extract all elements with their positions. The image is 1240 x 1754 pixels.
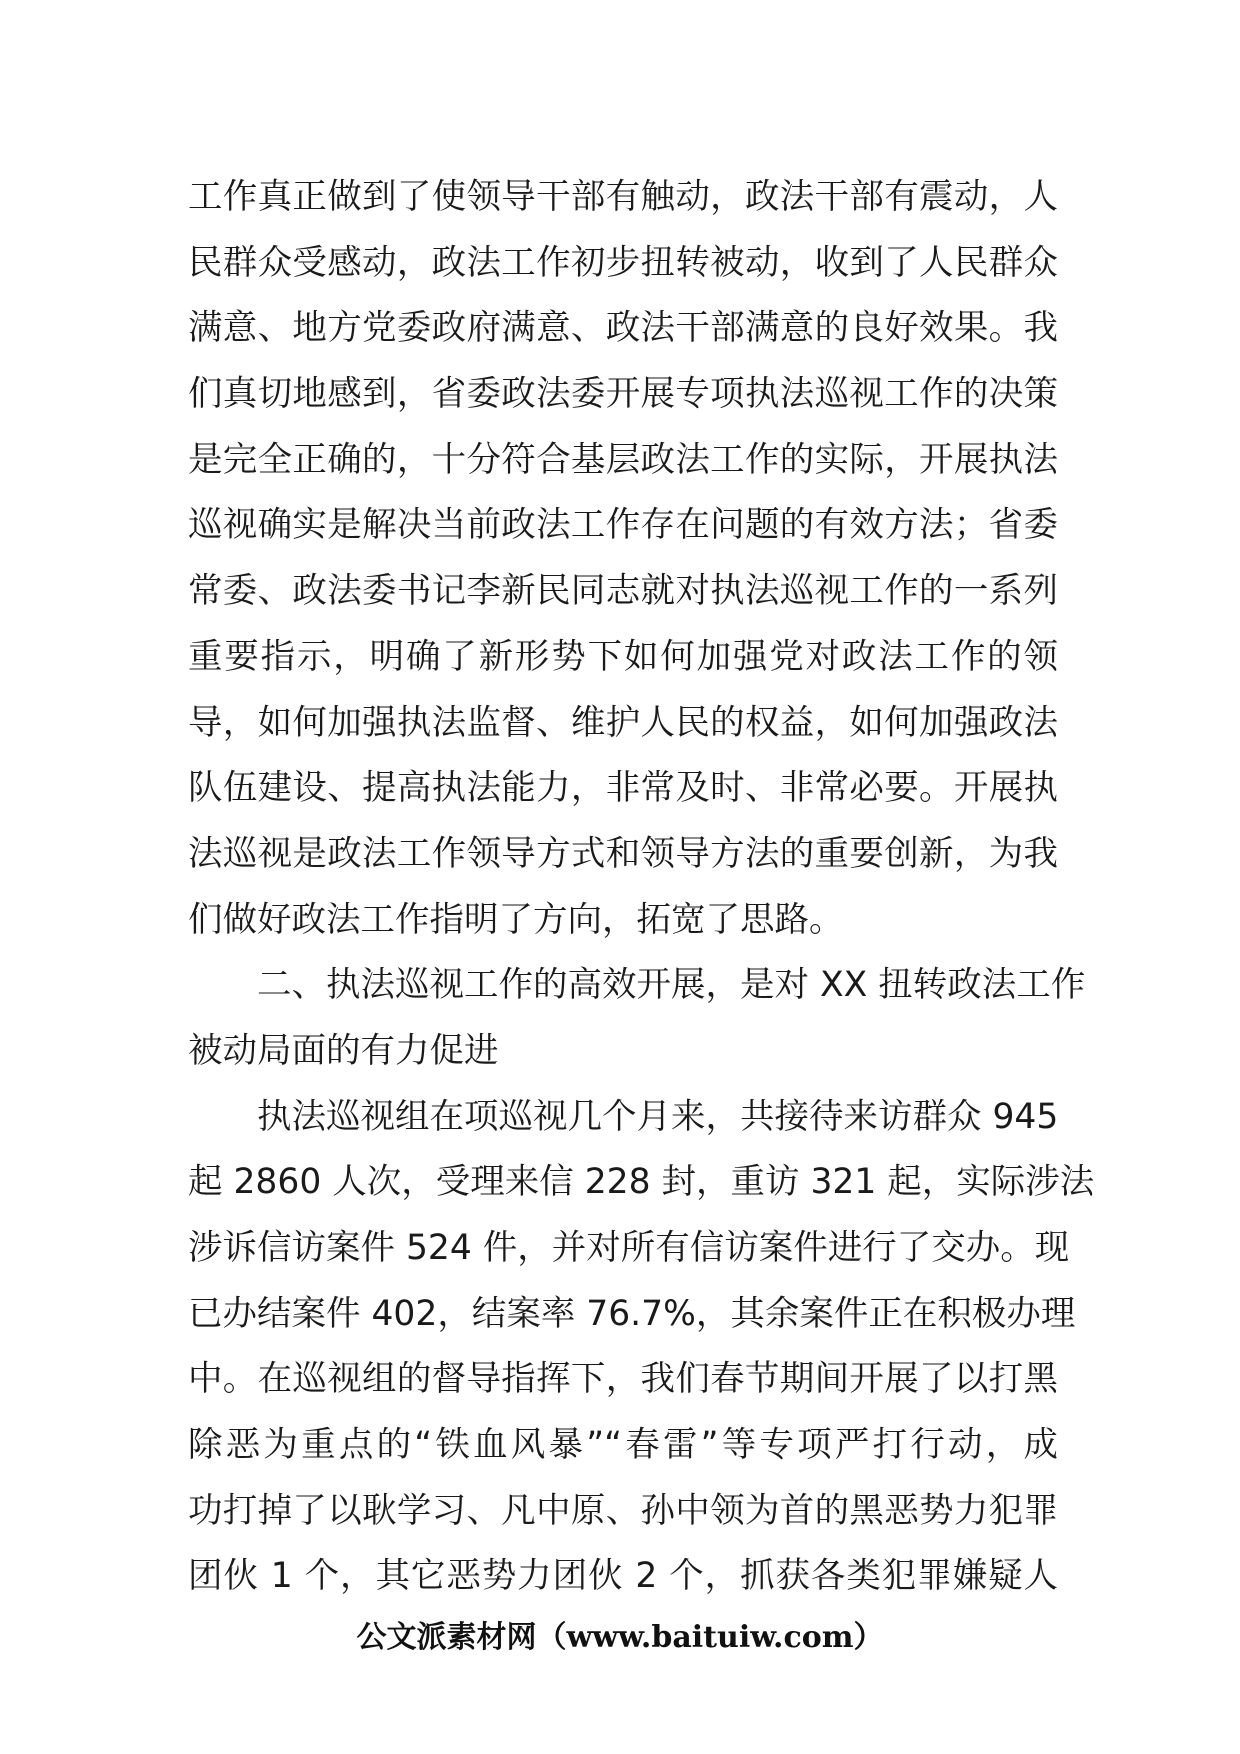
text-line: 巡视确实是解决当前政法工作存在问题的有效方法；省委 <box>188 505 1058 546</box>
text-line: 除恶为重点的“铁血风暴”“春雷”等专项严打行动，成 <box>188 1425 1058 1466</box>
text-line: 起 2860 人次，受理来信 228 封，重访 321 起，实际涉法 <box>188 1162 1095 1203</box>
text-line: 常委、政法委书记李新民同志就对执法巡视工作的一系列 <box>188 571 1058 612</box>
text-line: 涉诉信访案件 524 件，并对所有信访案件进行了交办。现 <box>188 1228 1070 1268</box>
text-line: 工作真正做到了使领导干部有触动，政法干部有震动，人 <box>188 177 1058 217</box>
text-line: 满意、地方党委政府满意、政法干部满意的良好效果。我 <box>188 308 1058 349</box>
text-line: 团伙 1 个，其它恶势力团伙 2 个，抓获各类犯罪嫌疑人 <box>188 1556 1058 1597</box>
text-line: 功打掉了以耿学习、凡中原、孙中领为首的黑恶势力犯罪 <box>188 1490 1058 1531</box>
paragraph-statistics <box>188 1085 1095 1611</box>
text-line: 已办结案件 402，结案率 76.7%，其余案件正在积极办理 <box>188 1293 1076 1334</box>
footer-source: 公文派素材网（www.baituiw.com） <box>356 1620 884 1655</box>
text-line: 法巡视是政法工作领导方式和领导方法的重要创新，为我 <box>188 833 1058 874</box>
text-line: 是完全正确的，十分符合基层政法工作的实际，开展执法 <box>188 439 1058 480</box>
text-line: 重要指示，明确了新形势下如何加强党对政法工作的领 <box>188 636 1058 677</box>
heading-line: 二、执法巡视工作的高效开展，是对 XX 扭转政法工作 <box>257 965 1086 1006</box>
text-line: 执法巡视组在项巡视几个月来，共接待来访群众 945 <box>257 1096 1059 1137</box>
body-text <box>188 165 1095 1610</box>
heading-line: 被动局面的有力促进 <box>188 1030 499 1071</box>
text-line: 队伍建设、提高执法能力，非常及时、非常必要。开展执 <box>188 768 1058 809</box>
text-line: 导，如何加强执法监督、维护人民的权益，如何加强政法 <box>188 702 1058 743</box>
text-line: 们做好政法工作指明了方向，拓宽了思路。 <box>188 899 844 940</box>
text-line: 们真切地感到，省委政法委开展专项执法巡视工作的决策 <box>188 374 1058 415</box>
text-line: 中。在巡视组的督导指挥下，我们春节期间开展了以打黑 <box>188 1359 1058 1400</box>
text-line: 民群众受感动，政法工作初步扭转被动，收到了人民群众 <box>188 242 1058 283</box>
paragraph-continuation <box>188 165 1058 953</box>
section-heading <box>188 953 1086 1084</box>
